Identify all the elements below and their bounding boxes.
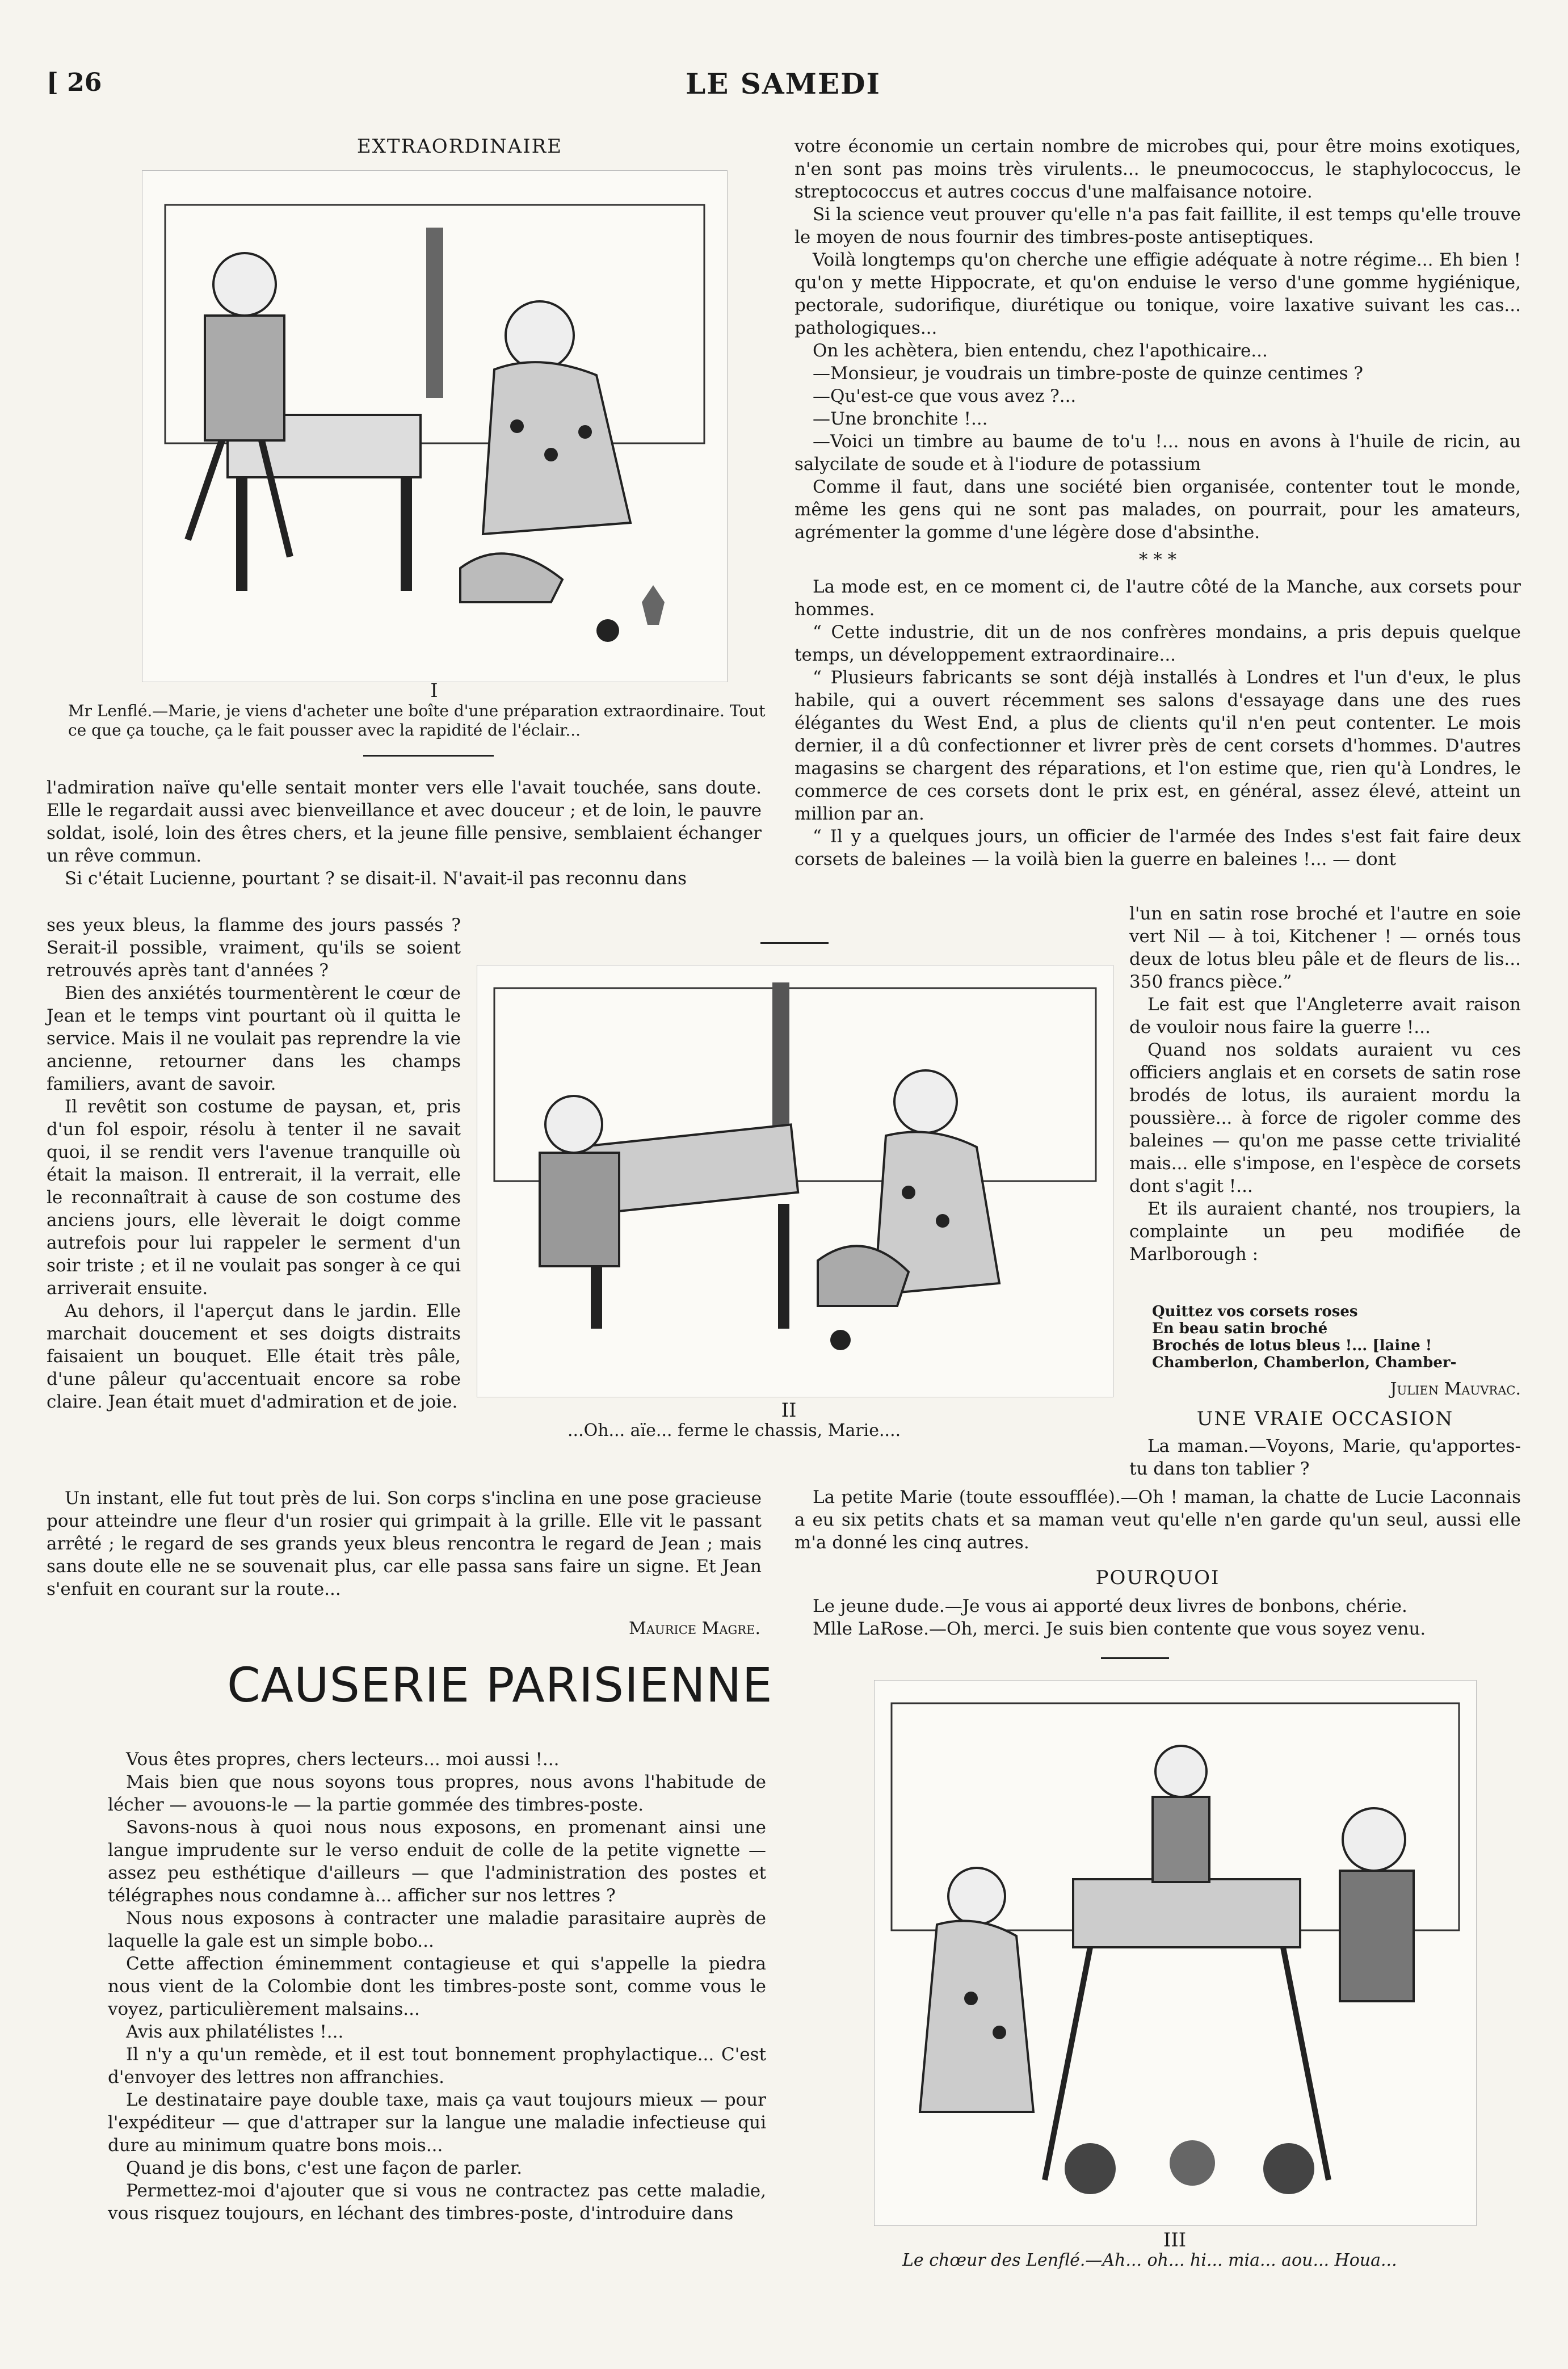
causerie-paragraph: Permettez-moi d'ajouter que si vous ne contractez pas cette maladie, vous risquez toujours, en léchant des timbres-poste, d'introduire dans (108, 2181, 766, 2224)
section-stars: * * * (1138, 549, 1177, 570)
story-paragraph: ses yeux bleus, la flamme des jours passés ? Serait-il possible, vraiment, qu'ils se soient retrouvés après tant d'années ? (47, 915, 461, 981)
separator-rule (363, 755, 494, 757)
right-paragraph: Voilà longtemps qu'on cherche une effigie adéquate à notre régime... Eh bien ! qu'on y mette Hippocrate, et qu'on enduise le verso d'une gomme hygiénique, pectorale, sudorifique, diurétique ou tonique, voire laxative suivant les cas... pathologiques... (794, 250, 1521, 338)
story-signature: Maurice Magre. (629, 1619, 760, 1639)
separator-rule (760, 942, 829, 944)
story-text-narrow (47, 914, 461, 1413)
causerie-paragraph: Le destinataire paye double taxe, mais ça vaut toujours mieux — pour l'expéditeur — que d'attraper sur la langue une maladie infectieuse qui dure au minimum quatre bons mois... (108, 2090, 766, 2156)
separator-rule (1101, 1657, 1169, 1659)
right-paragraph: “ Il y a quelques jours, un officier de l'armée des Indes s'est fait faire deux corsets de baleines — la voilà bien la guerre en baleines !... — dont (794, 826, 1521, 870)
cartoon-number-3: III (1163, 2229, 1187, 2252)
right-text-narrow (1129, 902, 1521, 1266)
causerie-title: CAUSERIE PARISIENNE (227, 1657, 773, 1713)
right-paragraph: —Qu'est-ce que vous avez ?... (813, 386, 1077, 406)
story-paragraph: Bien des anxiétés tourmentèrent le cœur de Jean et le temps vint pourtant où il quitta le service. Mais il ne voulait pas reprendre la vie ancienne, retourner dans les champs familiers, avant de savoir. (47, 983, 461, 1094)
song-lyrics (1152, 1303, 1521, 1371)
occasion-text (794, 1486, 1521, 1554)
right-paragraph: —Voici un timbre au baume de to'u !... nous en avons à l'huile de ricin, au salycilate de soude et à l'iodure de potassium (794, 431, 1521, 474)
cartoon-caption-1: Mr Lenflé.—Marie, je viens d'acheter une boîte d'une préparation extraordinaire. Tout ce que ça touche, ça le fait pousser avec la rapidité de l'éclair... (68, 702, 766, 740)
pourquoi-text (794, 1595, 1521, 1640)
causerie-paragraph: Nous nous exposons à contracter une maladie parasitaire auprès de laquelle la gale est un simple bobo... (108, 1908, 766, 1951)
causerie-paragraph: Vous êtes propres, chers lecteurs... moi aussi !... (126, 1749, 560, 1770)
story-paragraph: Un instant, elle fut tout près de lui. Son corps s'inclina en une pose gracieuse pour atteindre une fleur d'un rosier qui grimpait à la grille. Elle vit le passant arrêté ; le regard de ses grands yeux bleus rencontra le regard de Jean ; mais sans doute elle ne se souvenait plus, car elle passa sans faire un signe. Et Jean s'enfuit en courant sur la route... (47, 1488, 762, 1599)
song-line: Brochés de lotus bleus !... [laine ! (1152, 1337, 1432, 1354)
right-paragraph: On les achètera, bien entendu, chez l'apothicaire... (813, 341, 1268, 361)
right-paragraph: votre économie un certain nombre de microbes qui, pour être moins exotiques, n'en sont pas moins très virulents... le pneumococcus, le staphylococcus, le streptococcus et autres coccus d'une malfaisance notoire. (794, 136, 1521, 202)
song-line: Quittez vos corsets roses (1152, 1303, 1358, 1320)
right-paragraph: “ Cette industrie, dit un de nos confrères mondains, a pris depuis quelque temps, un développement extraordinaire... (794, 622, 1521, 665)
song-line: En beau satin broché (1152, 1320, 1328, 1337)
story-text-top (47, 776, 762, 890)
right-paragraph: Et ils auraient chanté, nos troupiers, la complainte un peu modifiée de Marlborough : (1129, 1199, 1521, 1265)
story-text-bottom (47, 1487, 762, 1601)
cartoon-number-1: I (430, 679, 438, 702)
right-paragraph: La mode est, en ce moment ci, de l'autre côté de la Manche, aux corsets pour hommes. (794, 577, 1521, 620)
right-paragraph: l'un en satin rose broché et l'autre en soie vert Nil — à toi, Kitchener ! — ornés tous deux de lotus bleu pâle et de fleurs de lis... 350 francs pièce.” (1129, 904, 1521, 992)
occasion-title: UNE VRAIE OCCASION (1196, 1408, 1454, 1430)
causerie-paragraph: Savons-nous à quoi nous nous exposons, en promenant ainsi une langue imprudente sur le verso enduit de colle de la petite vignette — assez peu esthétique d'ailleurs — que l'administration des postes et télégraphes nous condamne à... afficher sur nos lettres ? (108, 1817, 766, 1906)
newspaper-title: LE SAMEDI (686, 67, 881, 100)
right-paragraph: Le fait est que l'Angleterre avait raison de vouloir nous faire la guerre !... (1129, 994, 1521, 1038)
cartoon-heading: EXTRAORDINAIRE (356, 135, 563, 158)
cartoon-number-2: II (781, 1399, 797, 1422)
cartoon-caption-3: Le chœur des Lenflé.—Ah... oh... hi... mia... aou... Houa... (902, 2250, 1397, 2270)
right-paragraph: “ Plusieurs fabricants se sont déjà installés à Londres et l'un d'eux, le plus habile, qui a ouvert récemment ses salons d'essayage dans une des rues élégantes du West End, a plus de clients qu'il n'en peut contenter. Le mois dernier, il a dû confectionner et livrer près de cent corsets d'hommes. D'autres magasins se chargent des réparations, et l'on estime que, rien qu'à Londres, le commerce de ces corsets dont le prix est, en général, assez élevé, atteint un million par an. (794, 667, 1521, 824)
occasion-paragraph: La maman.—Voyons, Marie, qu'apportes-tu dans ton tablier ? (1129, 1436, 1521, 1479)
causerie-paragraph: Quand je dis bons, c'est une façon de parler. (126, 2158, 523, 2178)
story-paragraph: Si c'était Lucienne, pourtant ? se disait-il. N'avait-il pas reconnu dans (65, 868, 687, 889)
right-paragraph: Quand nos soldats auraient vu ces officiers anglais et en corsets de satin rose brodés de lotus, ils auraient mordu la poussière... à force de rigoler comme des baleines — qu'on me passe cette trivialité mais... elle s'impose, en l'espèce de corsets dont s'agit !... (1129, 1040, 1521, 1196)
causerie-paragraph: Mais bien que nous soyons tous propres, nous avons l'habitude de lécher — avouons-le — la partie gommée des timbres-poste. (108, 1772, 766, 1815)
pourquoi-title: POURQUOI (1095, 1566, 1220, 1589)
article-signature: Julien Mauvrac. (1390, 1379, 1521, 1399)
causerie-paragraph: Avis aux philatélistes !... (126, 2022, 344, 2042)
causerie-paragraph: Il n'y a qu'un remède, et il est tout bonnement prophylactique... C'est d'envoyer des lettres non affranchies. (108, 2044, 766, 2087)
causerie-paragraph: Cette affection éminemment contagieuse et qui s'appelle la piedra nous vient de la Colombie dont les timbres-poste sont, comme vous le voyez, particulièrement malsains... (108, 1954, 766, 2019)
song-line: Chamberlon, Chamberlon, Chamber- (1152, 1354, 1457, 1371)
occasion-text-narrow (1129, 1435, 1521, 1480)
right-text-top (794, 135, 1521, 871)
right-paragraph: —Monsieur, je voudrais un timbre-poste de quinze centimes ? (813, 363, 1363, 384)
story-paragraph: Au dehors, il l'aperçut dans le jardin. Elle marchait doucement et ses doigts distraits faisaient un bouquet. Elle était très pâle, d'une pâleur qu'accentuait encore sa robe claire. Jean était muet d'admiration et de joie. (47, 1301, 461, 1412)
cartoon-caption-2: ...Oh... aïe... ferme le chassis, Marie.... (567, 1421, 901, 1440)
right-paragraph: Si la science veut prouver qu'elle n'a pas fait faillite, il est temps qu'elle trouve le moyen de nous fournir des timbres-poste antiseptiques. (794, 204, 1521, 247)
pourquoi-paragraph: Le jeune dude.—Je vous ai apporté deux livres de bonbons, chérie. (813, 1596, 1407, 1616)
cartoon-illustration-1 (142, 170, 728, 682)
cartoon-illustration-3 (874, 1680, 1477, 2226)
right-paragraph: Comme il faut, dans une société bien organisée, contenter tout le monde, même les gens qui ne sont pas malades, on pourrait, pour les amateurs, agrémenter la gomme d'une légère dose d'absinthe. (794, 477, 1521, 543)
cartoon-illustration-2 (477, 965, 1113, 1397)
right-paragraph: —Une bronchite !... (813, 409, 988, 429)
causerie-text (108, 1748, 766, 2225)
occasion-paragraph: La petite Marie (toute essoufflée).—Oh ! maman, la chatte de Lucie Laconnais a eu six petits chats et sa maman veut qu'elle n'en garde qu'un seul, aussi elle m'a donné les cinq autres. (794, 1487, 1521, 1553)
page-number: [ 26 (47, 68, 102, 97)
story-paragraph: l'admiration naïve qu'elle sentait monter vers elle l'avait touchée, sans doute. Elle le regardait aussi avec bienveillance et avec douceur ; et de loin, le pauvre soldat, isolé, loin des êtres chers, et la jeune fille pensive, semblaient échanger un rêve commun. (47, 778, 762, 866)
story-paragraph: Il revêtit son costume de paysan, et, pris d'un fol espoir, résolu à tenter il ne savait quoi, il se rendit vers l'avenue tranquille où était la maison. Il entrerait, il la verrait, elle le reconnaîtrait à cause de son costume des anciens jours, elle lèverait le doigt comme autrefois pour lui rappeler le serment d'un soir triste ; et il ne voulait pas songer à ce qui arriverait ensuite. (47, 1097, 461, 1299)
pourquoi-paragraph: Mlle LaRose.—Oh, merci. Je suis bien contente que vous soyez venu. (813, 1619, 1426, 1639)
